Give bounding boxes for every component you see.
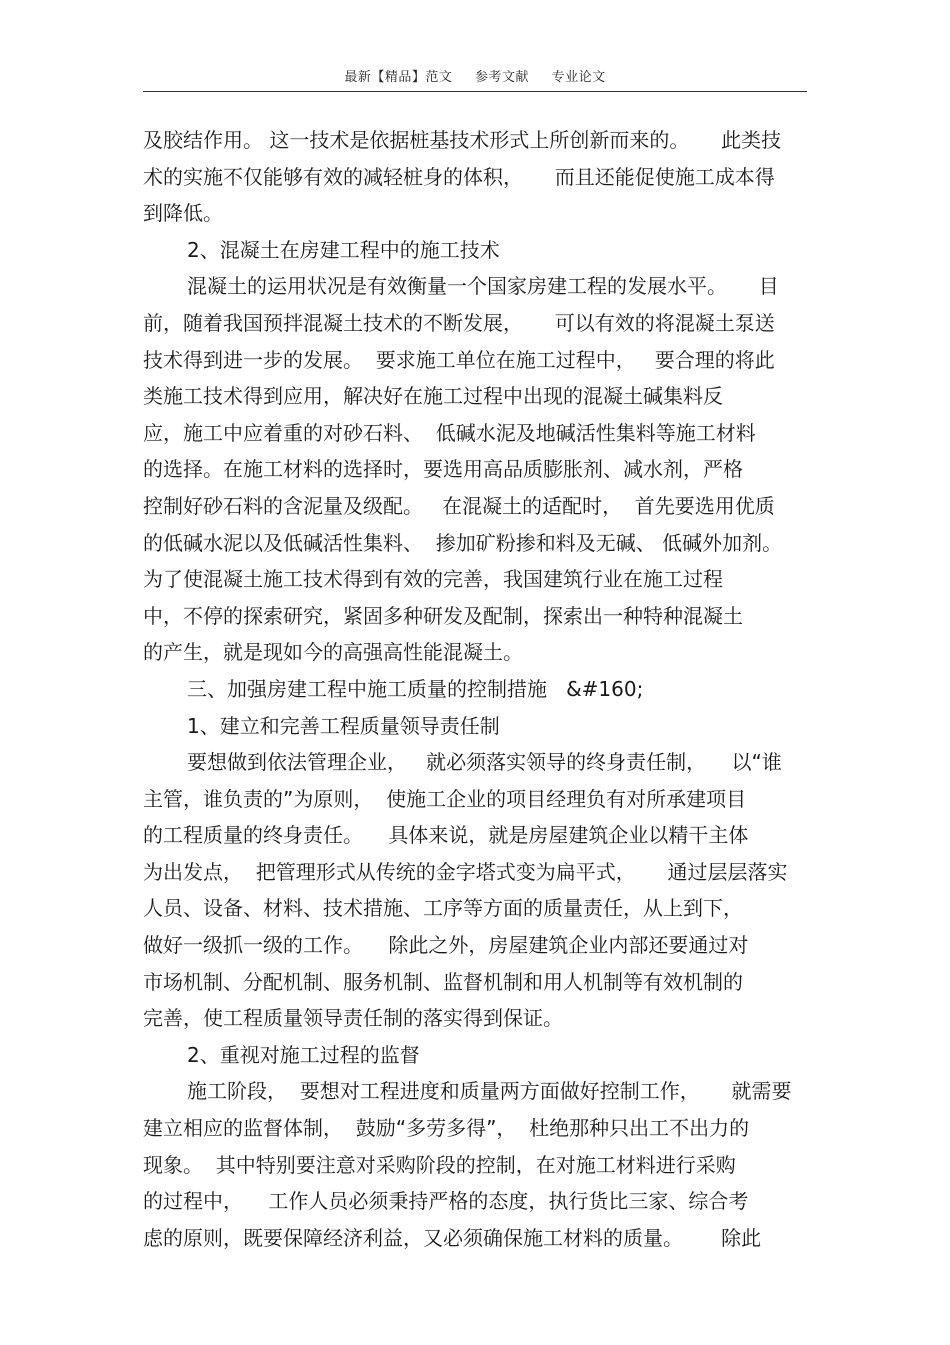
header-divider [143, 91, 807, 92]
text-line: 2、混凝土在房建工程中的施工技术 [187, 237, 500, 262]
text-line: 虑的原则，既要保障经济利益，又必须确保施工材料的质量。 除此 [143, 1225, 762, 1250]
text-line: 的过程中， 工作人员必须秉持严格的态度，执行货比三家、综合考 [143, 1189, 749, 1214]
text-line: 中，不停的探索研究，紧固多种研发及配制，探索出一种特种混凝土 [143, 603, 743, 628]
header-item-fanwen: 最新【精品】范文 [344, 70, 453, 85]
text-line: 类施工技术得到应用，解决好在施工过程中出现的混凝土碱集料反 [143, 384, 723, 409]
text-line: 的低碱水泥以及低碱活性集料、 掺加矿粉掺和料及无碱、 低碱外加剂。 [143, 530, 783, 555]
text-line: 为出发点， 把管理形式从传统的金字塔式变为扁平式， 通过层层落实 [143, 859, 788, 884]
text-line: 控制好砂石料的含泥量及级配。 在混凝土的适配时， 首先要选用优质 [143, 493, 775, 518]
text-line: 技术得到进一步的发展。 要求施工单位在施工过程中， 要合理的将此 [143, 347, 775, 372]
text-line: 现象。 其中特别要注意对采购阶段的控制，在对施工材料进行采购 [143, 1152, 736, 1177]
text-line: 三、加强房建工程中施工质量的控制措施 &#160; [187, 676, 644, 701]
text-line: 为了使混凝土施工技术得到有效的完善，我国建筑行业在施工过程 [143, 567, 723, 592]
text-line: 施工阶段， 要想对工程进度和质量两方面做好控制工作， 就需要 [187, 1079, 792, 1104]
text-line: 主管，谁负责的”为原则， 使施工企业的项目经理负有对所承建项目 [143, 786, 747, 811]
text-line: 术的实施不仅能够有效的减轻桩身的体积， 而且还能促使施工成本得 [143, 164, 775, 189]
page-header [0, 66, 950, 85]
text-line: 市场机制、分配机制、服务机制、监督机制和用人机制等有效机制的 [143, 969, 743, 994]
text-line: 的产生，就是现如今的高强高性能混凝土。 [143, 640, 523, 665]
text-line: 要想做到依法管理企业， 就必须落实领导的终身责任制， 以“谁 [187, 750, 782, 775]
text-line: 做好一级抓一级的工作。 除此之外，房屋建筑企业内部还要通过对 [143, 933, 749, 958]
text-line: 的工程质量的终身责任。 具体来说，就是房屋建筑企业以精干主体 [143, 823, 749, 848]
document-body [143, 122, 807, 1256]
text-line: 前，随着我国预拌混凝土技术的不断发展， 可以有效的将混凝土泵送 [143, 310, 775, 335]
text-line: 到降低。 [143, 201, 223, 226]
text-line: 完善，使工程质量领导责任制的落实得到保证。 [143, 1006, 563, 1031]
text-line: 应，施工中应着重的对砂石料、 低碱水泥及地碱活性集料等施工材料 [143, 420, 756, 445]
text-line: 1、建立和完善工程质量领导责任制 [187, 713, 500, 738]
text-line: 人员、设备、材料、技术措施、工序等方面的质量责任，从上到下， [143, 896, 743, 921]
text-line: 的选择。在施工材料的选择时，要选用高品质膨胀剂、减水剂，严格 [143, 457, 743, 482]
header-item-cankao: 参考文献 [474, 70, 529, 85]
header-item-lunwen: 专业论文 [551, 70, 606, 85]
text-line: 及胶结作用。 这一技术是依据桩基技术形式上所创新而来的。 此类技 [143, 128, 782, 152]
text-line: 混凝土的运用状况是有效衡量一个国家房建工程的发展水平。 目 [187, 274, 779, 299]
text-line: 建立相应的监督体制， 鼓励“多劳多得”， 杜绝那种只出工不出力的 [143, 1116, 750, 1141]
text-line: 2、重视对施工过程的监督 [187, 1042, 420, 1067]
